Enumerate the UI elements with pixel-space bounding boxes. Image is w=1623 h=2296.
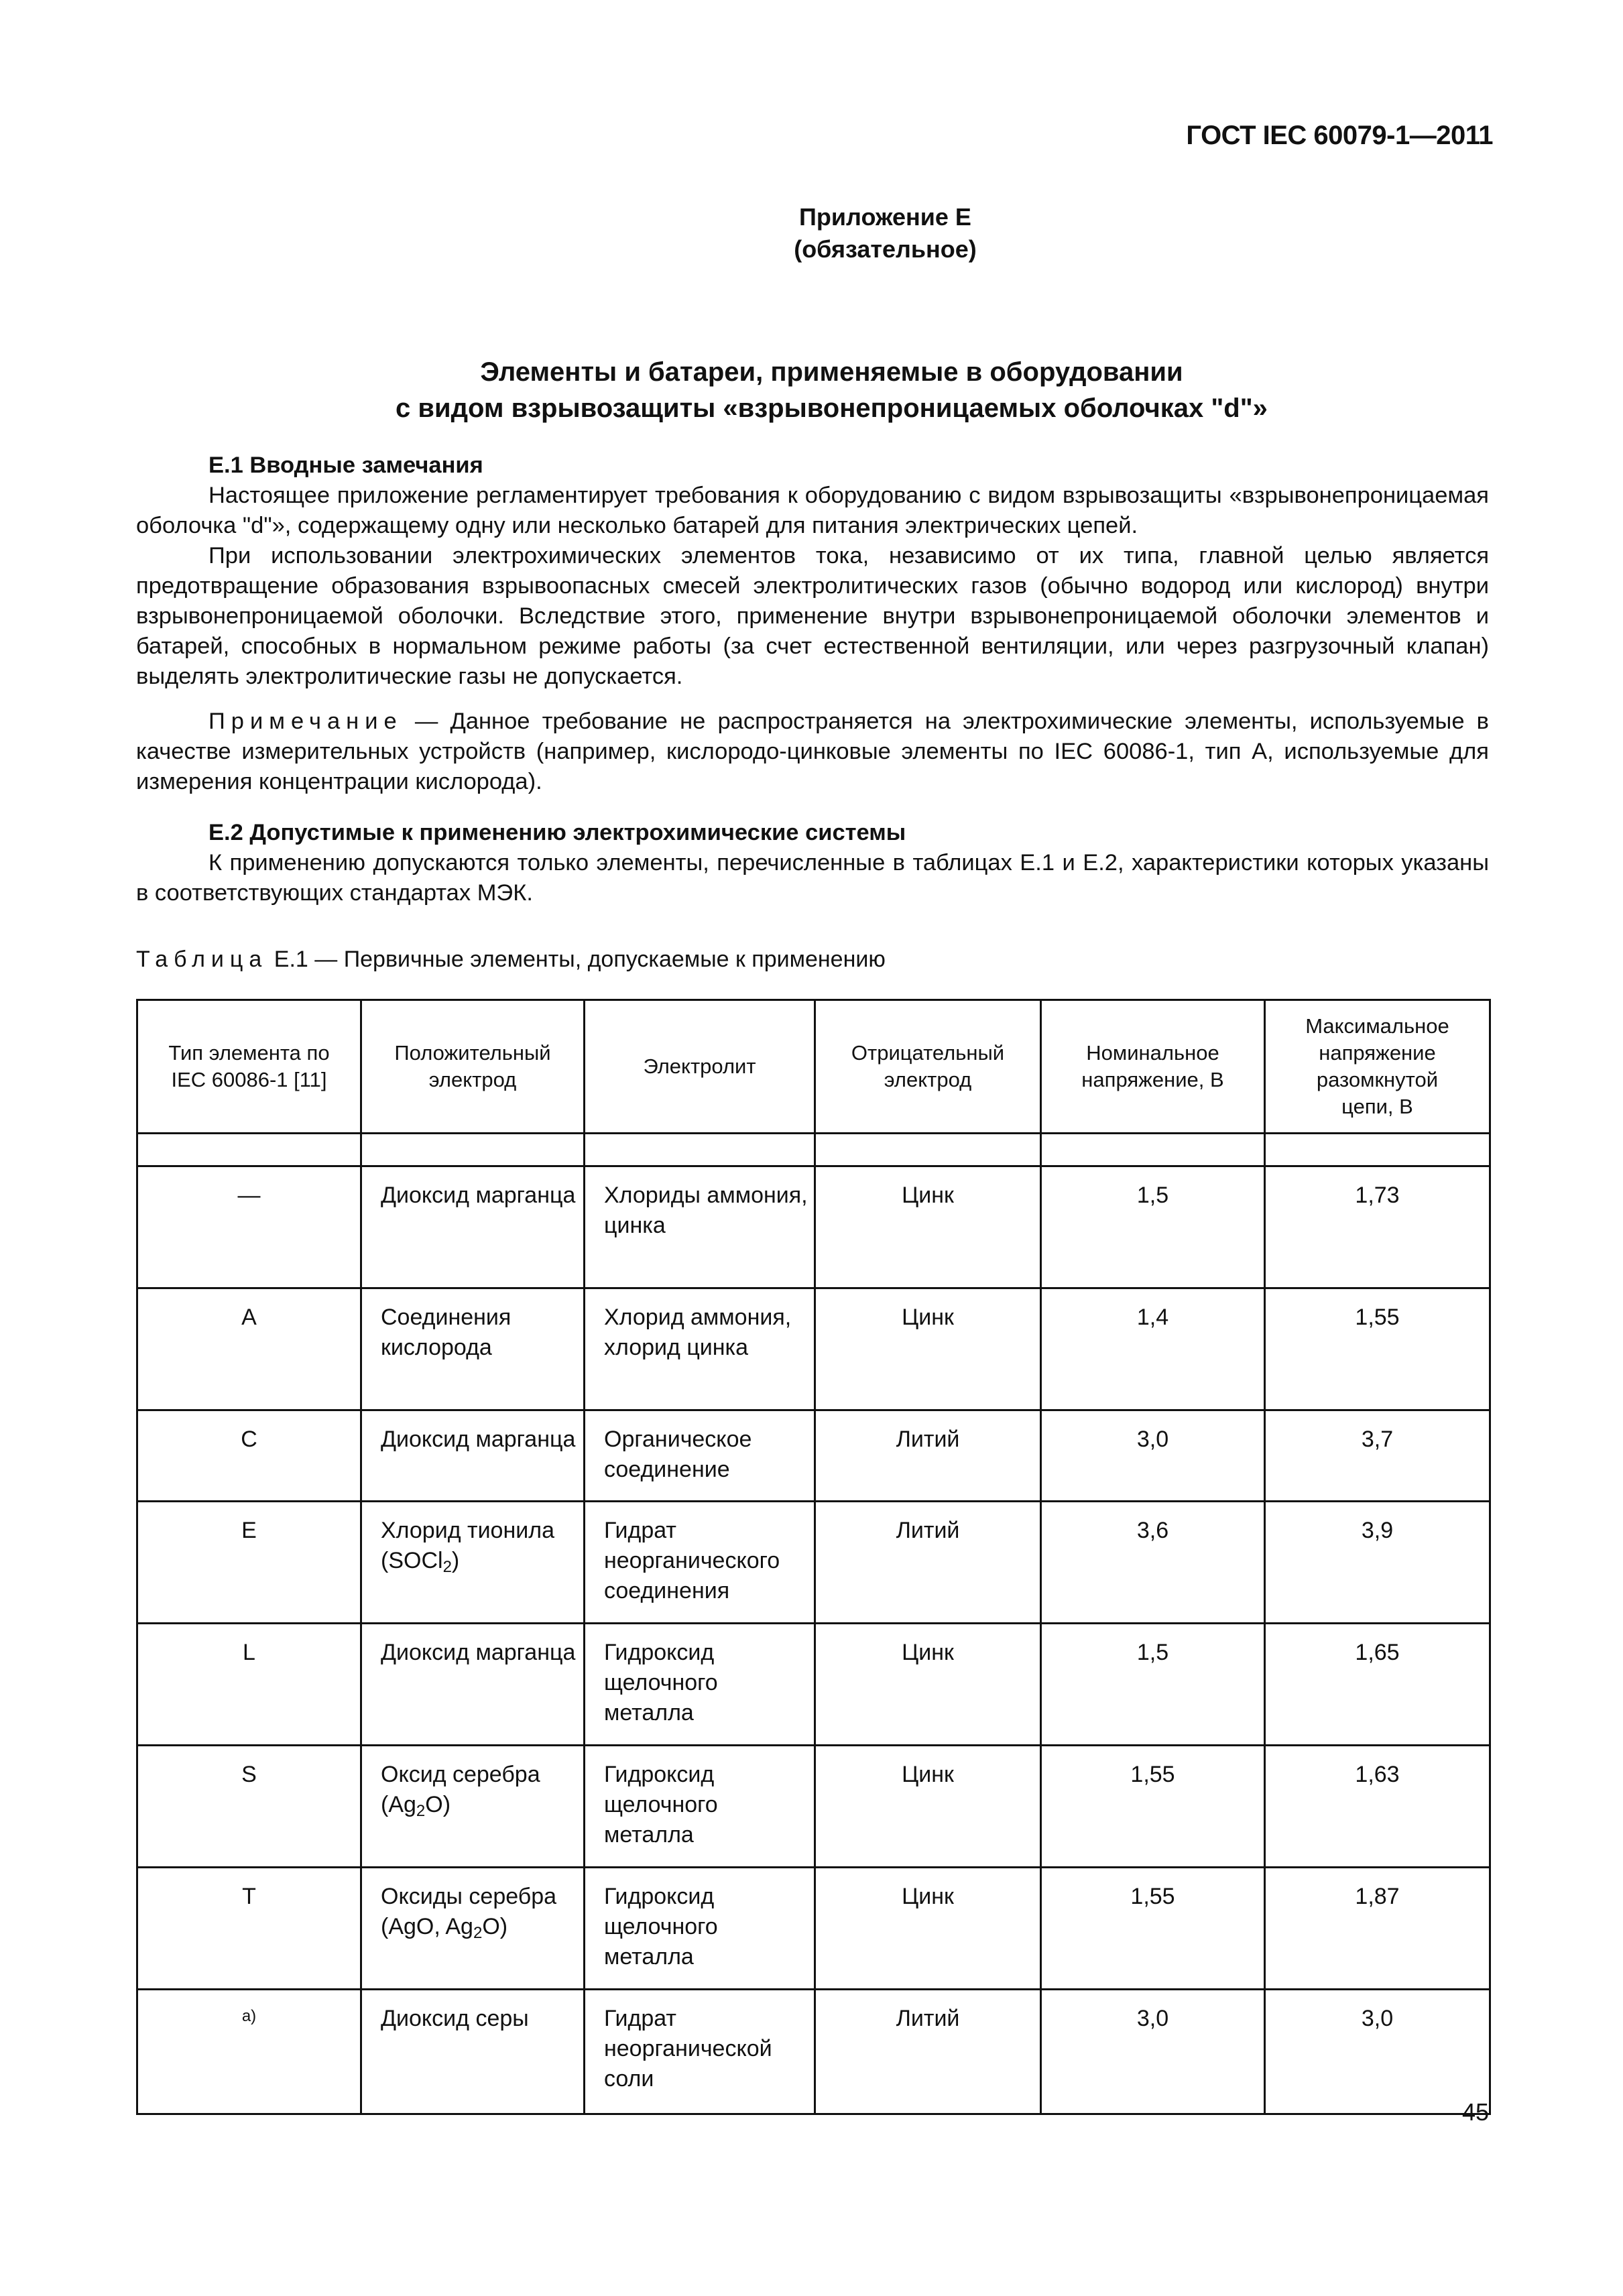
cell-negative: Цинк (815, 1288, 1041, 1410)
cell-negative: Цинк (815, 1868, 1041, 1990)
cell-electrolyte: Органическое соединение (585, 1410, 815, 1502)
table-row (137, 1166, 1490, 1288)
table-row (137, 1868, 1490, 1990)
table-row (137, 1990, 1490, 2114)
cell-negative: Цинк (815, 1746, 1041, 1868)
cell-electrolyte: Гидрат неорганического соединения (585, 1502, 815, 1624)
table-row (137, 1624, 1490, 1746)
section-1-paragraph-2: При использовании электрохимических элементов тока, независимо от их типа, главной целью является предотвращение образования взрывоопасных смесей электролитических газов (обычно водород или кислород) внутри взрывонепроницаемой оболочки. Вследствие этого, применение внутри взрывонепроницаемой оболочки элементов и батарей, способных в нормальном режиме работы (за счет естественной вентиляции, или через разгрузочный клапан) выделять электролитические газы не допускается. (136, 543, 1489, 689)
primary-cells-table (136, 999, 1491, 2115)
title-line-1: Элементы и батареи, применяемые в оборудовании (480, 357, 1183, 387)
section-1-note (136, 707, 1489, 797)
title-line-2: с видом взрывозащиты «взрывонепроницаемых оболочках "d"» (396, 394, 1268, 423)
cell-negative: Литий (815, 1502, 1041, 1624)
cell-nominal: 1,5 (1041, 1166, 1265, 1288)
cell-max: 1,87 (1265, 1868, 1490, 1990)
cell-type (137, 1990, 361, 2114)
table-row (137, 1746, 1490, 1868)
cell-positive: Диоксид марганца (361, 1624, 585, 1746)
cell-max: 3,0 (1265, 1990, 1490, 2114)
cell-type: A (137, 1288, 361, 1410)
cell-type: C (137, 1410, 361, 1502)
header-separator (137, 1134, 1490, 1166)
cell-nominal: 1,55 (1041, 1746, 1265, 1868)
appendix-label: Приложение Е (799, 203, 971, 231)
header-max-voltage: Максимальное напряжение разомкнутой цепи, В (1265, 1000, 1490, 1134)
cell-type: T (137, 1868, 361, 1990)
cell-nominal: 1,4 (1041, 1288, 1265, 1410)
cell-type: — (137, 1166, 361, 1288)
cell-negative: Литий (815, 1410, 1041, 1502)
cell-nominal: 3,0 (1041, 1990, 1265, 2114)
cell-electrolyte: Гидроксид щелочного металла (585, 1746, 815, 1868)
header-nominal-voltage: Номинальное напряжение, В (1041, 1000, 1265, 1134)
header-type: Тип элемента по IEC 60086-1 [11] (137, 1000, 361, 1134)
cell-electrolyte: Гидрат неорганической соли (585, 1990, 815, 2114)
cell-max: 1,65 (1265, 1624, 1490, 1746)
appendix-status: (обязательное) (794, 235, 977, 263)
table-caption-label: Таблица (136, 947, 268, 972)
cell-electrolyte: Гидроксид щелочного металла (585, 1624, 815, 1746)
note-text: — Данное требование не распространяется на электрохимические элементы, используемые в качестве измерительных устройств (например, кислородо-цинковые элементы по IEC 60086-1, тип А, используемые для измерения концентрации кислорода). (136, 709, 1489, 794)
section-1 (136, 450, 1489, 797)
cell-max: 3,9 (1265, 1502, 1490, 1624)
table-header-row (137, 1000, 1490, 1134)
table-row (137, 1288, 1490, 1410)
cell-max: 1,63 (1265, 1746, 1490, 1868)
table-row (137, 1502, 1490, 1624)
note-label: Примечание (208, 709, 403, 734)
appendix-heading (147, 201, 1623, 265)
section-1-paragraph-1: Настоящее приложение регламентирует требования к оборудованию с видом взрывозащиты «взрывонепроницаемая оболочка "d"», содержащему одну или несколько батарей для питания электрических цепей. (136, 483, 1489, 538)
cell-negative: Цинк (815, 1624, 1041, 1746)
cell-nominal: 3,0 (1041, 1410, 1265, 1502)
cell-positive: Оксид серебра $(Ag_2O)$ (361, 1746, 585, 1868)
cell-positive: Диоксид марганца (361, 1166, 585, 1288)
header-negative-electrode: Отрицательный электрод (815, 1000, 1041, 1134)
table-caption-text: Е.1 — Первичные элементы, допускаемые к применению (274, 947, 886, 972)
footnote-ref: а) (241, 2007, 257, 2025)
cell-nominal: 1,5 (1041, 1624, 1265, 1746)
cell-positive: Диоксид марганца (361, 1410, 585, 1502)
header-electrolyte: Электролит (585, 1000, 815, 1134)
table-caption (136, 947, 886, 973)
cell-electrolyte: Хлориды аммония, цинка (585, 1166, 815, 1288)
cell-negative: Цинк (815, 1166, 1041, 1288)
section-2 (136, 818, 1489, 908)
section-2-paragraph-1: К применению допускаются только элементы, перечисленные в таблицах Е.1 и Е.2, характеристики которых указаны в соответствующих стандартах МЭК. (136, 850, 1489, 906)
cell-positive: Диоксид серы (361, 1990, 585, 2114)
header-positive-electrode: Положительный электрод (361, 1000, 585, 1134)
cell-nominal: 3,6 (1041, 1502, 1265, 1624)
page-number: 45 (1461, 2098, 1489, 2126)
cell-type: L (137, 1624, 361, 1746)
cell-max: 1,73 (1265, 1166, 1490, 1288)
cell-negative: Литий (815, 1990, 1041, 2114)
cell-positive: Соединения кислорода (361, 1288, 585, 1410)
standard-code: ГОСТ IEC 60079-1—2011 (1186, 121, 1493, 150)
cell-type: E (137, 1502, 361, 1624)
cell-positive: Оксиды серебра (AgO, $Ag_2O$) (361, 1868, 585, 1990)
cell-type: S (137, 1746, 361, 1868)
cell-positive: Хлорид тионила (SOCl$_2$) (361, 1502, 585, 1624)
table-row (137, 1410, 1490, 1502)
cell-nominal: 1,55 (1041, 1868, 1265, 1990)
appendix-title (40, 354, 1623, 426)
section-2-heading: Е.2 Допустимые к применению электрохимические системы (208, 820, 906, 845)
cell-max: 3,7 (1265, 1410, 1490, 1502)
cell-max: 1,55 (1265, 1288, 1490, 1410)
section-1-heading: Е.1 Вводные замечания (208, 452, 483, 478)
cell-electrolyte: Хлорид аммония, хлорид цинка (585, 1288, 815, 1410)
cell-electrolyte: Гидроксид щелочного металла (585, 1868, 815, 1990)
